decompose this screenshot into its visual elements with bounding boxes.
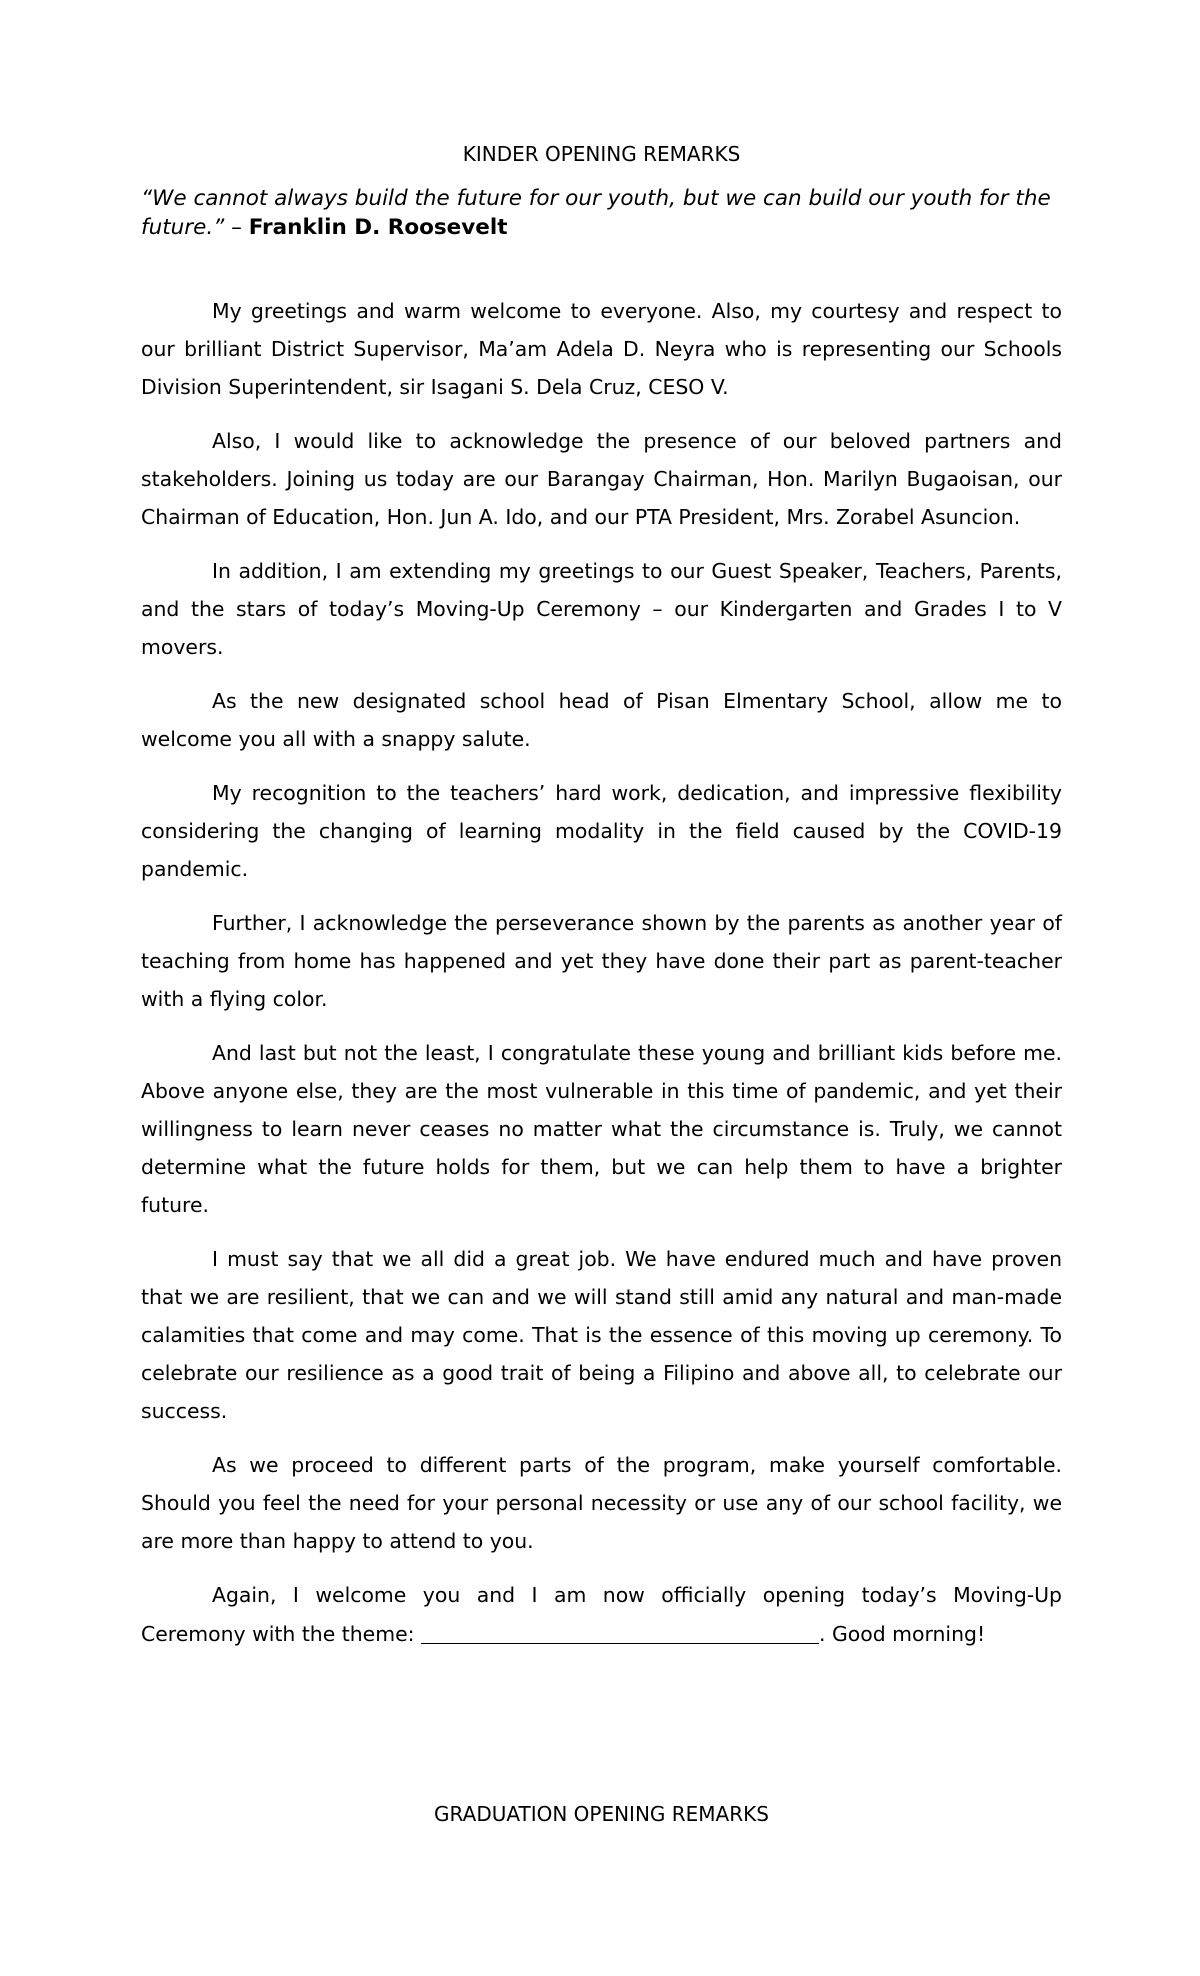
paragraph-greetings-guests: In addition, I am extending my greetings to our Guest Speaker, Teachers, Parents, and the stars of today’s Moving-Up Ceremony – our Kindergarten and Grades I to V movers.	[141, 559, 1062, 659]
opening-quote	[141, 184, 1062, 242]
remarks-body	[141, 292, 1062, 1669]
quote-text: “We cannot always build the future for our youth, but we can build our youth for the future.”	[141, 186, 1051, 240]
theme-blank-line	[421, 1617, 819, 1644]
kinder-opening-remarks-heading: KINDER OPENING REMARKS	[462, 142, 741, 166]
paragraph-acknowledge-partners: Also, I would like to acknowledge the presence of our beloved partners and stakeholders. Joining us today are our Barangay Chairman, Hon. Marilyn Bugaoisan, our Chairman of Education, Hon. Jun A. Ido, and our PTA President, Mrs. Zorabel Asuncion.	[141, 429, 1062, 529]
paragraph-school-head: As the new designated school head of Pisan Elmentary School, allow me to welcome you all with a snappy salute.	[141, 689, 1062, 751]
paragraph-greetings: My greetings and warm welcome to everyone. Also, my courtesy and respect to our brilliant District Supervisor, Ma’am Adela D. Neyra who is representing our Schools Division Superintendent, sir Isagani S. Dela Cruz, CESO V.	[141, 299, 1062, 399]
paragraph-kids: And last but not the least, I congratulate these young and brilliant kids before me. Above anyone else, they are the most vulnerable in this time of pandemic, and yet their willingness to learn never ceases no matter what the circumstance is. Truly, we cannot determine what the future holds for them, but we can help them to have a brighter future.	[141, 1041, 1062, 1217]
paragraph-program: As we proceed to different parts of the program, make yourself comfortable. Should you feel the need for your personal necessity or use any of our school facility, we are more than happy to attend to you.	[141, 1453, 1062, 1553]
graduation-opening-remarks-heading: GRADUATION OPENING REMARKS	[434, 1802, 769, 1826]
paragraph-resilience: I must say that we all did a great job. We have endured much and have proven that we are resilient, that we can and we will stand still amid any natural and man-made calamities that come and may come. That is the essence of this moving up ceremony. To celebrate our resilience as a good trait of being a Filipino and above all, to celebrate our success.	[141, 1247, 1062, 1423]
quote-separator: –	[224, 215, 249, 240]
quote-author: Franklin D. Roosevelt	[248, 215, 508, 240]
paragraph-parents: Further, I acknowledge the perseverance shown by the parents as another year of teaching from home has happened and yet they have done their part as parent-teacher with a flying color.	[141, 911, 1062, 1011]
paragraph-teachers-recognition: My recognition to the teachers’ hard work, dedication, and impressive flexibility considering the changing of learning modality in the field caused by the COVID-19 pandemic.	[141, 781, 1062, 881]
closing-greeting: . Good morning!	[818, 1622, 986, 1646]
closing-text: Again, I welcome you and I am now officially opening today’s Moving-Up Ceremony with the theme:	[141, 1583, 1062, 1646]
paragraph-closing	[141, 1576, 1062, 1653]
